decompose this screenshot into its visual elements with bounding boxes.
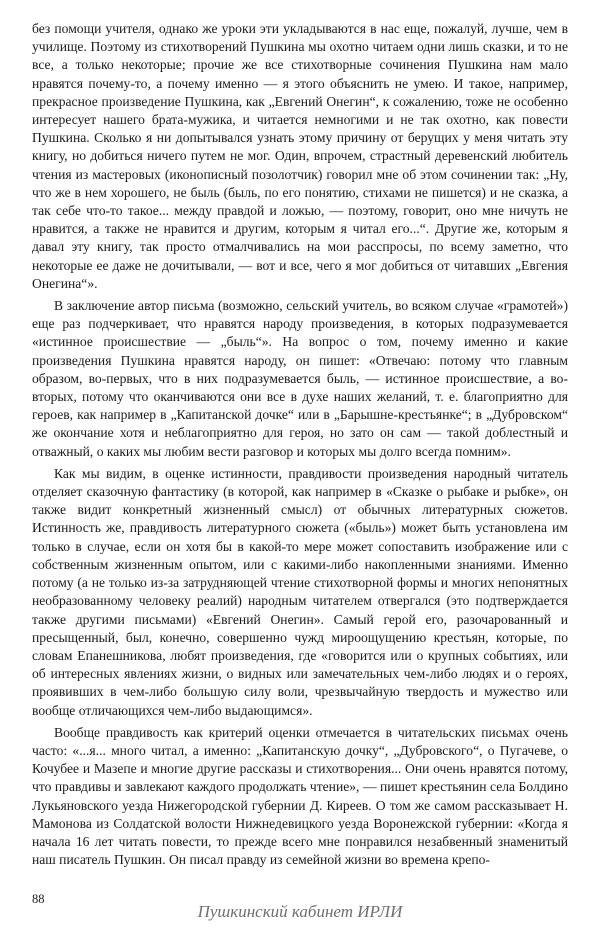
paragraph-3: Как мы видим, в оценке истинности, правдивости произведения народный читатель отделяет сказочную фантастику (в которой, как например в «Сказке о рыбаке и рыбке», он также видит конкретный жизненный смысл) от обычных литературных сюжетов. Истинность же, правдивость литературного сюжета («быль») может быть установлена им только в случае, если он хотя бы в какой-то мере может сопоставить изображение или с собственным жизненным опытом, или с какими-либо накопленными знаниями. Именно потому (а не только из-за затрудняющей чтение стихотворной формы и многих непонятных необразованному человеку реалий) народным читателем отвергался (это подтверждается также другими письмами) «Евгений Онегин». Самый герой его, разочарованный и пресыщенный, был, конечно, совершенно чужд мироощущению крестьян, которые, по словам Епанешникова, любят произведения, где «говорится или о крупных событиях, или об интересных явлениях жизни, о видных или замечательных чем-либо людях и о героях, проявивших в чем-либо большую силу воли, чрезвычайную твердость и мужество или вообще отличающихся чем-либо выдающимся». <box>32 465 568 718</box>
watermark: Пушкинский кабинет ИРЛИ <box>197 902 403 921</box>
paragraph-2: В заключение автор письма (возможно, сельский учитель, во всяком случае «грамотей») еще раз подчеркивает, что нравятся народу произведения, в которых подразумевается «истинное происшествие — „быль“». На вопрос о том, почему именно и какие произведения Пушкина нравятся народу, он пишет: «Отвечаю: потому что главным образом, во-первых, что в них подразумевается быль, — истинное происшествие, а во-вторых, потому что оканчиваются они все в духе наших желаний, т. е. благоприятно для героев, как например в „Капитанской дочке“ или в „Барышне-крестьянке“; в „Дубровском“ же окончание хотя и неблагоприятно для героя, но зато он сам — такой доблестный и отважный, о каких мы любим вести разговор и которых мы долго всегда помним». <box>32 298 568 459</box>
paragraph-1: без помощи учителя, однако же уроки эти укладываются в нас еще, пожалуй, лучше, чем в училище. Поэтому из стихотворений Пушкина мы охотно читаем одни лишь сказки, и то не все, а только некоторые; прочие же все стихотворные сочинения Пушкина нам мало нравятся почему-то, а почему именно — я этого объяснить не умею. И такое, например, прекрасное произведение Пушкина, как „Евгений Онегин“, к сожалению, тоже не особенно интересует нашего брата-мужика, и читается немногими и не так охотно, как повести Пушкина. Сколько я ни допытывался узнать этому причину от берущих у меня читать эту книгу, но добиться ничего путем не мог. Один, впрочем, страстный деревенский любитель чтения из мастеровых (иконописный позолотчик) говорил мне об этом сочинении так: „Ну, что же в нем хорошего, не быль (быль, по его понятию, стихами не пишется) и не сказка, а так себе что-то такое... между правдой и ложью, — поэтому, говорит, оно мне ничуть не нравится, а также не нравится и другим, которым я читал его...“. Другие же, которым я давал эту книгу, так просто отмалчивались на мои расспросы, по всему заметно, что некоторые ее даже не дочитывали, — вот и все, чего я мог добиться от читавших „Евгения Онегина“». <box>32 21 568 291</box>
paragraph-4: Вообще правдивость как критерий оценки отмечается в читательских письмах очень часто: «...я... много читал, а именно: „Капитанскую дочку“, „Дубровского“, о Пугачеве, о Кочубее и Мазепе и многие другие рассказы и стихотворения... Они очень нравятся потому, что правдивы и завлекают каждого продолжать чтение», — пишет крестьянин села Болдино Лукьяновского уезда Нижегородской губернии Д. Киреев. О том же самом рассказывает Н. Мамонова из Солдатской волости Нижнедевицкого уезда Воронежской губернии: «Когда я начала 16 лет читать повести, то прежде всего мне понравился незабвенный знаменитый наш писатель Пушкин. Он писал правду из семейной жизни во времена крепо- <box>32 724 568 868</box>
page-number: 88 <box>32 892 45 906</box>
page-text-block <box>32 20 568 869</box>
